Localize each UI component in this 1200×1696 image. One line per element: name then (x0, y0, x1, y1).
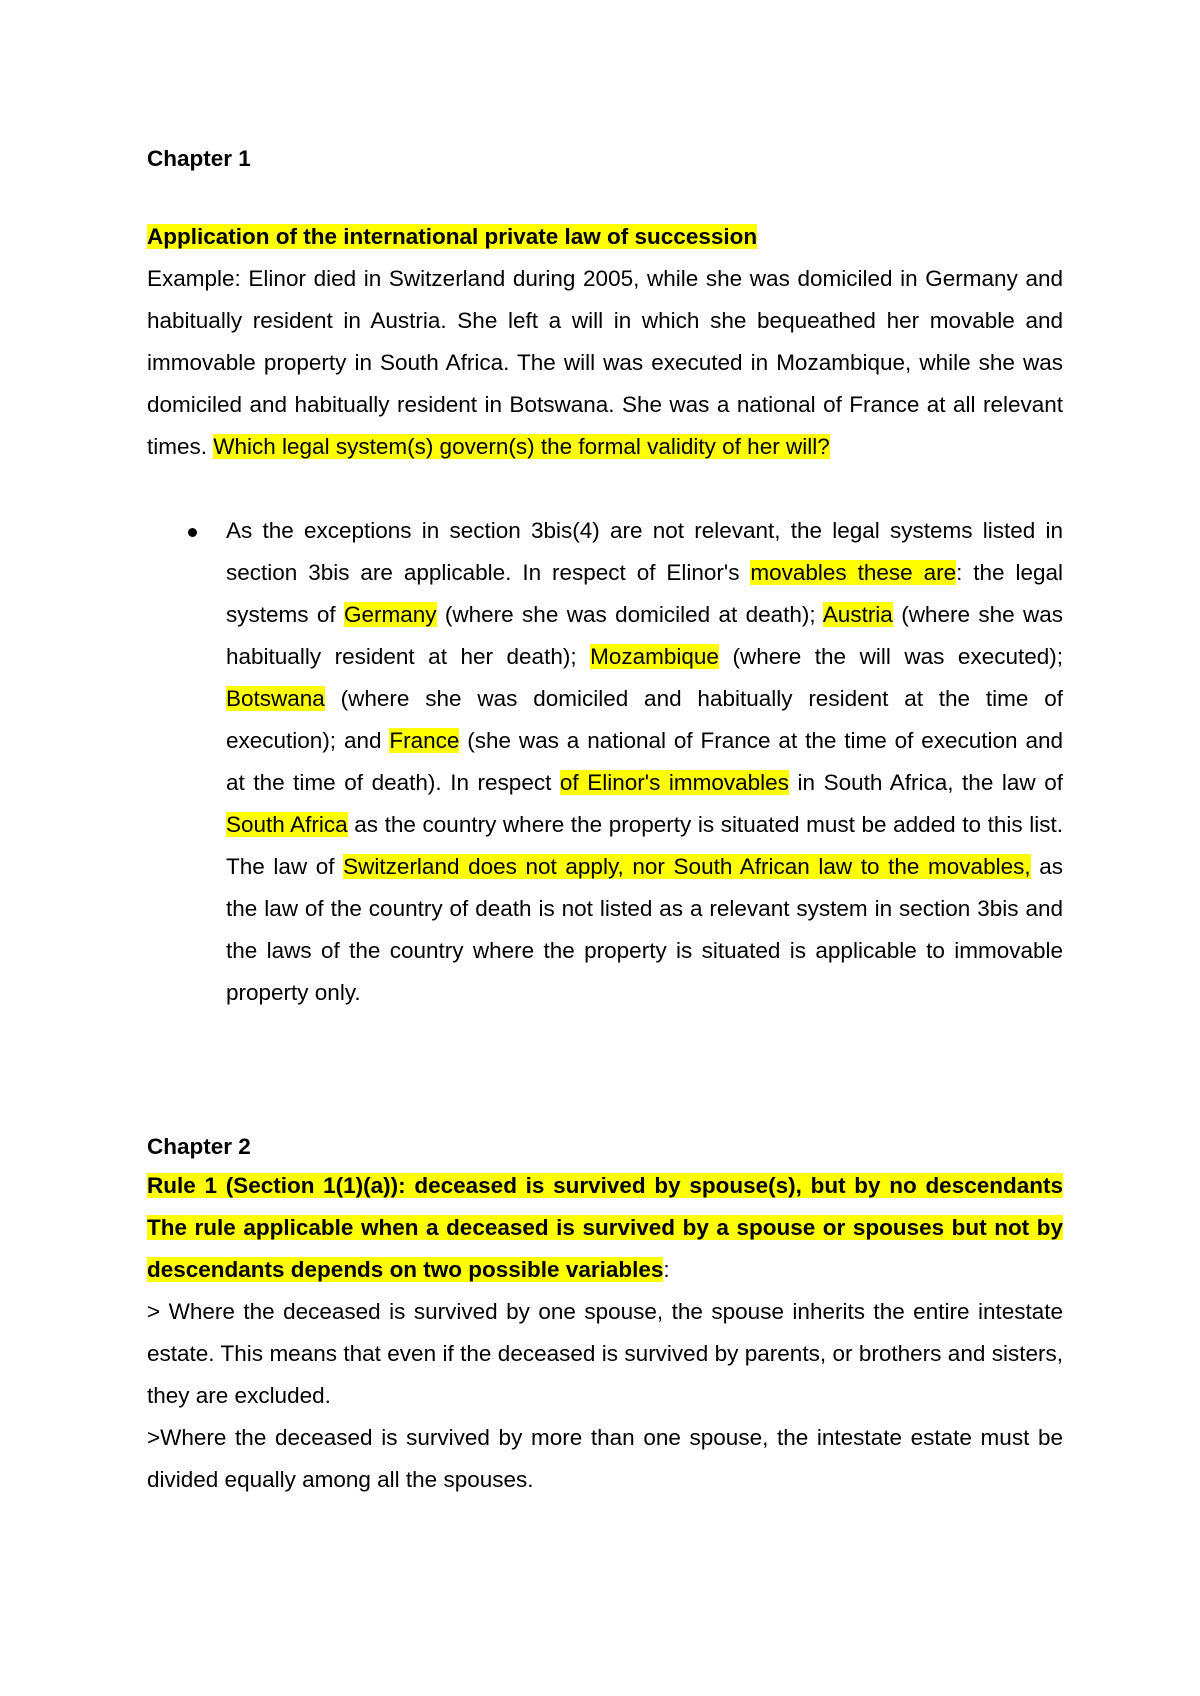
rule-point-multiple-spouses: >Where the deceased is survived by more than one spouse, the intestate estate must be divided equally among all the spouses. (147, 1425, 1063, 1492)
chapter-2-title: Chapter 2 (147, 1134, 251, 1159)
bullet-text: as the country where the property is situated must be added to this list. The law of (226, 812, 1063, 879)
bullet-icon (188, 528, 197, 537)
bullet-text: in South Africa, the law of (788, 770, 1064, 795)
highlighted-heading: Application of the international private law of succession (147, 224, 758, 249)
highlight-mozambique: Mozambique (590, 644, 719, 669)
chapter-2-title-wrap (147, 1133, 1063, 1161)
highlight-austria: Austria (822, 602, 893, 627)
example-text: Example: Elinor died in Switzerland during 2005, while she was domiciled in Germany and habitually resident in Austria. She left a will in which she bequeathed her movable and immovable property in South Africa. The will was executed in Mozambique, while she was domiciled and habitually resident in Botswana. She was a national of France at all relevant times. (147, 266, 1063, 459)
chapter-1-title: Chapter 1 (147, 146, 251, 171)
bullet-text: (she was a national of France at the time of execution and at the time of death). In respect (226, 728, 1063, 795)
rule-point-one-spouse: > Where the deceased is survived by one spouse, the spouse inherits the entire intestate estate. This means that even if the deceased is survived by parents, or brothers and sisters, they are excluded. (147, 1299, 1063, 1408)
bullet-list (147, 510, 1063, 1014)
bullet-text: as the law of the country of death is not listed as a relevant system in section 3bis and the laws of the country where the property is situated is applicable to immovable property only. (226, 854, 1063, 1005)
highlight-botswana: Botswana (226, 686, 325, 711)
bullet-text: : the legal systems of (226, 560, 1063, 627)
list-item (147, 510, 1063, 1014)
highlight-france: France (389, 728, 460, 753)
bullet-text: (where she was domiciled and habitually resident at the time of execution); and (226, 686, 1063, 753)
bullet-text: (where the will was executed); (718, 644, 1063, 669)
highlighted-rule-heading: Rule 1 (Section 1(1)(a)): deceased is survived by spouse(s), but by no descendants The rule applicable when a deceased is survived by a spouse or spouses but not by descendants depends on two possible variables (147, 1173, 1063, 1282)
highlight-movables: movables these are (750, 560, 957, 585)
chapter-1-heading (147, 216, 1063, 258)
rule-1-heading (147, 1165, 1063, 1291)
highlight-switzerland: Switzerland does not apply, nor South African law to the movables, (343, 854, 1031, 879)
spacer (147, 173, 1063, 216)
spacer (147, 468, 1063, 510)
bullet-text: (where she was habitually resident at her death); (226, 602, 1063, 669)
document-content (147, 145, 1063, 1501)
example-question: Which legal system(s) govern(s) the formal validity of her will? (213, 434, 830, 459)
bullet-text: As the exceptions in section 3bis(4) are not relevant, the legal systems listed in section 3bis are applicable. In respect of Elinor's (226, 518, 1063, 585)
spacer (147, 1014, 1063, 1133)
rule-heading-colon: : (663, 1257, 670, 1282)
highlight-south-africa: South Africa (226, 812, 348, 837)
example-paragraph (147, 258, 1063, 468)
highlight-immovables: of Elinor's immovables (559, 770, 789, 795)
bullet-text: (where she was domiciled at death); (436, 602, 823, 627)
highlight-germany: Germany (344, 602, 437, 627)
